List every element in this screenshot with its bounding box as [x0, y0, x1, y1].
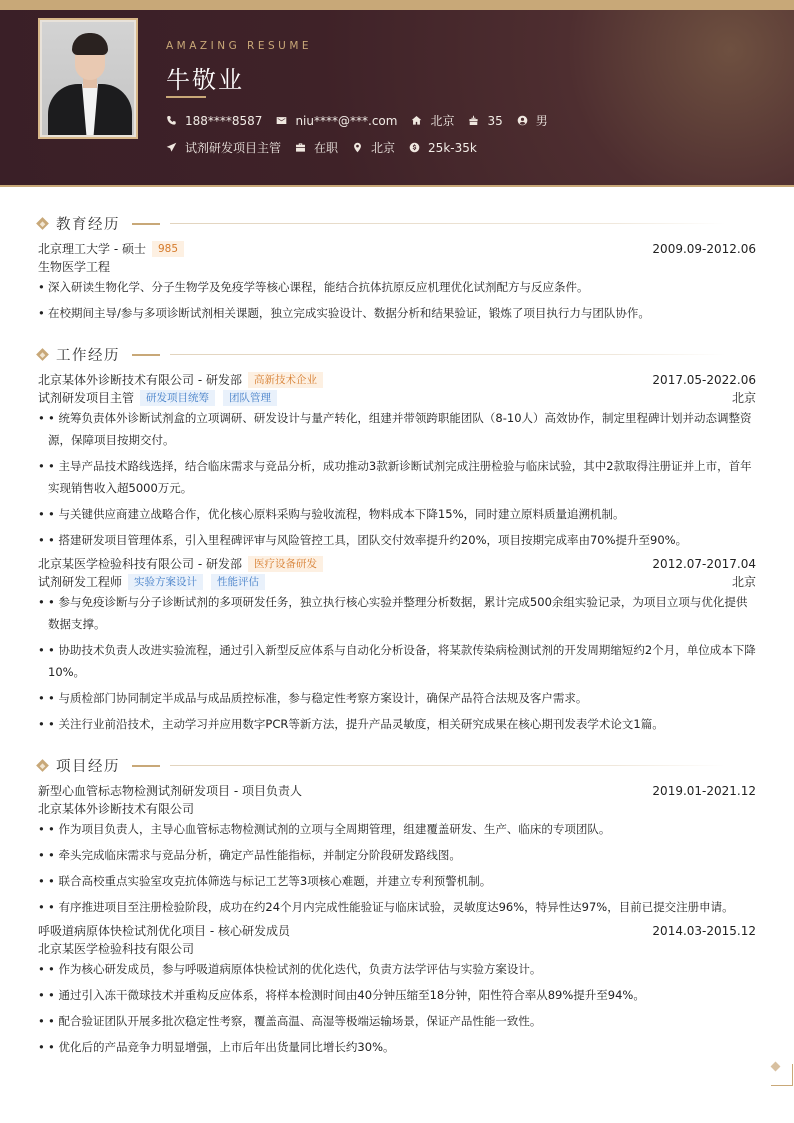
- project-header-row: [38, 782, 756, 799]
- location-text: 北京: [430, 114, 455, 128]
- section-label: 项目经历: [56, 759, 120, 775]
- work-header-row: [38, 371, 756, 388]
- contact-row: [166, 112, 562, 129]
- gender-item: [517, 112, 548, 129]
- education-header-row: [38, 240, 756, 257]
- list-item: • • 作为核心研发成员，参与呼吸道病原体快检试剂的优化迭代，负责方法学评估与实验方案设计。: [38, 962, 542, 976]
- city-text: 北京: [371, 141, 396, 155]
- section-projects-title: [36, 755, 725, 776]
- status-text: 在职: [314, 141, 339, 155]
- list-item: • 在校期间主导/参与多项诊断试剂相关课题，独立完成实验设计、数据分析和结果验证，锻炼了项目执行力与团队协作。: [38, 306, 650, 320]
- briefcase-icon: [295, 142, 306, 153]
- list-item: • • 协助技术负责人改进实验流程，通过引入新型反应体系与自动化分析设备，将某款传染病检测试剂的开发周期缩短约2个月，单位成本下降10%。: [38, 643, 756, 679]
- phone-item: [166, 114, 262, 128]
- list-item: • • 关注行业前沿技术，主动学习并应用数字PCR等新方法，提升产品灵敏度，相关研究成果在核心期刊发表学术论文1篇。: [38, 717, 664, 731]
- section-label: 工作经历: [56, 348, 120, 364]
- project-org: 北京某医学检验科技有限公司: [38, 942, 195, 956]
- list-item: • • 有序推进项目至注册检验阶段，成功在约24个月内完成性能验证与临床试验，灵敏度达96%，特异性达97%，目前已提交注册申请。: [38, 900, 734, 914]
- major-text: 生物医学工程: [38, 260, 111, 274]
- salary-text: 25k-35k: [428, 140, 477, 155]
- list-item: • • 与质检部门协同制定半成品与成品质控标准，参与稳定性考察方案设计，确保产品符合法规及客户需求。: [38, 691, 588, 705]
- role-tag: 研发项目统筹: [140, 390, 215, 406]
- job-intent-row: [166, 139, 491, 156]
- phone-text: 188****8587: [185, 113, 263, 128]
- list-item: • • 统筹负责体外诊断试剂盒的立项调研、研发设计与量产转化，组建并带领跨职能团队（8-10人）高效协作，制定里程碑计划并动态调整资源，保障项目按期交付。: [38, 411, 752, 447]
- map-pin-icon: [352, 142, 363, 153]
- project-org-row: [38, 940, 756, 957]
- email-item: [276, 114, 397, 128]
- section-label: 教育经历: [56, 217, 120, 233]
- project-name: 新型心血管标志物检测试剂研发项目 - 项目负责人: [38, 784, 302, 798]
- role-tag: 实验方案设计: [128, 574, 203, 590]
- send-icon: [166, 142, 177, 153]
- list-item: • • 联合高校重点实验室攻克抗体筛选与标记工艺等3项核心难题，并建立专利预警机制。: [38, 874, 492, 888]
- location-item: [411, 112, 454, 129]
- gender-text: 男: [535, 114, 548, 128]
- project-org: 北京某体外诊断技术有限公司: [38, 802, 195, 816]
- status-item: [295, 139, 338, 156]
- company-line: 北京某体外诊断技术有限公司 - 研发部: [38, 373, 242, 387]
- user-circle-icon: [517, 115, 528, 126]
- avatar: [42, 22, 134, 135]
- diamond-icon: [36, 349, 48, 361]
- section-education-title: [36, 213, 725, 234]
- school-line: 北京理工大学 - 硕士: [38, 242, 146, 256]
- list-item: • • 通过引入冻干微球技术并重构反应体系，将样本检测时间由40分钟压缩至18分钟，阳性符合率从89%提升至94%。: [38, 988, 645, 1002]
- work-period: 2012.07-2017.04: [652, 556, 756, 571]
- candidate-name: 牛敬业: [166, 66, 244, 94]
- work-period: 2017.05-2022.06: [652, 372, 756, 387]
- resume-eyebrow: AMAZING RESUME: [166, 40, 313, 52]
- top-accent-bar: [0, 0, 794, 10]
- email-text: niu****@***.com: [295, 113, 398, 128]
- work-city: 北京: [731, 391, 756, 405]
- home-icon: [411, 115, 422, 126]
- section-work-title: [36, 344, 725, 365]
- work-header-row: [38, 555, 756, 572]
- list-item: • • 牵头完成临床需求与竞品分析，确定产品性能指标，并制定分阶段研发路线图。: [38, 848, 461, 862]
- age-text: 35: [487, 113, 503, 128]
- project-org-row: [38, 800, 756, 817]
- mail-icon: [276, 115, 287, 126]
- education-major-row: [38, 258, 756, 275]
- list-item: • • 与关键供应商建立战略合作，优化核心原料采购与验收流程，物料成本下降15%，同时建立原料质量追溯机制。: [38, 507, 625, 521]
- work-role-row: [38, 389, 756, 406]
- position-item: [166, 139, 281, 156]
- project-period: 2014.03-2015.12: [652, 923, 756, 938]
- money-icon: [409, 142, 420, 153]
- header-bottom-line: [0, 185, 794, 187]
- company-line: 北京某医学检验科技有限公司 - 研发部: [38, 557, 242, 571]
- list-item: • • 搭建研发项目管理体系，引入里程碑评审与风险管控工具，团队交付效率提升约20%，项目按期完成率由70%提升至90%。: [38, 533, 688, 547]
- list-item: • 深入研读生物化学、分子生物学及免疫学等核心课程，能结合抗体抗原反应机理优化试剂配方与反应条件。: [38, 280, 589, 294]
- city-item: [352, 139, 395, 156]
- project-header-row: [38, 922, 756, 939]
- list-item: • • 优化后的产品竞争力明显增强，上市后年出货量同比增长约30%。: [38, 1040, 395, 1054]
- role-text: 试剂研发工程师: [38, 575, 123, 589]
- company-tag: 医疗设备研发: [248, 556, 323, 572]
- project-period: 2019.01-2021.12: [652, 783, 756, 798]
- phone-icon: [166, 115, 177, 126]
- list-item: • • 作为项目负责人，主导心血管标志物检测试剂的立项与全周期管理，组建覆盖研发、生产、临床的专项团队。: [38, 822, 611, 836]
- diamond-icon: [36, 760, 48, 772]
- profile-photo: [38, 18, 138, 139]
- position-text: 试剂研发项目主管: [185, 141, 282, 155]
- age-item: [468, 114, 502, 128]
- role-tag: 团队管理: [223, 390, 277, 406]
- role-tag: 性能评估: [211, 574, 265, 590]
- work-city: 北京: [731, 575, 756, 589]
- name-underline: [166, 96, 206, 98]
- list-item: • • 参与免疫诊断与分子诊断试剂的多项研发任务，独立执行核心实验并整理分析数据，累计完成500余组实验记录，为项目立项与优化提供数据支撑。: [38, 595, 748, 631]
- list-item: • • 主导产品技术路线选择，结合临床需求与竞品分析，成功推动3款新诊断试剂完成注册检验与临床试验，其中2款取得注册证并上市，首年实现销售收入超5000万元。: [38, 459, 752, 495]
- list-item: • • 配合验证团队开展多批次稳定性考察，覆盖高温、高湿等极端运输场景，保证产品性能一致性。: [38, 1014, 542, 1028]
- education-period: 2009.09-2012.06: [652, 241, 756, 256]
- work-role-row: [38, 573, 756, 590]
- role-text: 试剂研发项目主管: [38, 391, 135, 405]
- cake-icon: [468, 115, 479, 126]
- company-tag: 高新技术企业: [248, 372, 323, 388]
- salary-item: [409, 141, 477, 155]
- school-tag: 985: [152, 241, 184, 257]
- diamond-icon: [36, 218, 48, 230]
- project-name: 呼吸道病原体快检试剂优化项目 - 核心研发成员: [38, 924, 290, 938]
